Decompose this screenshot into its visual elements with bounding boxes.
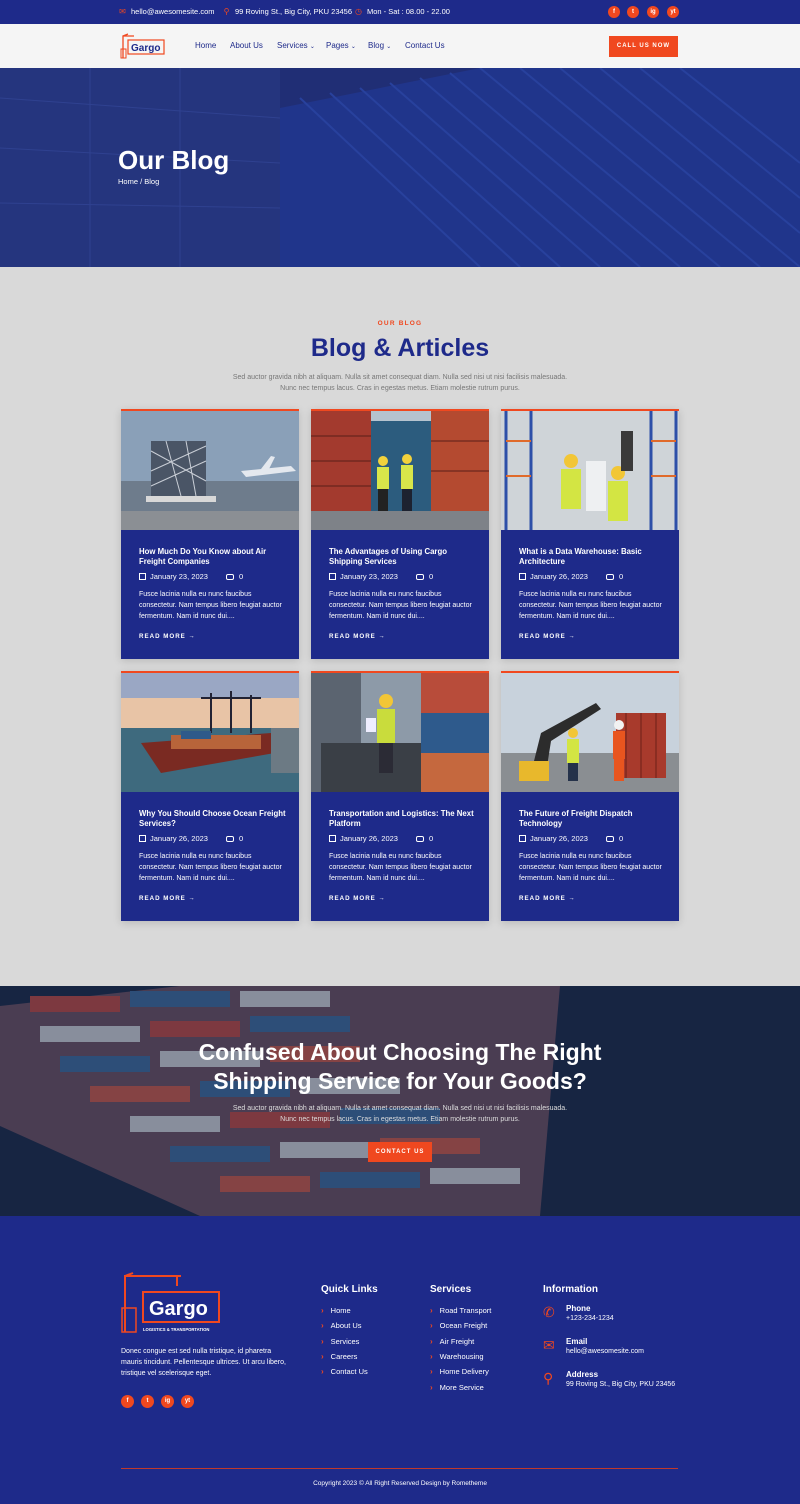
read-more-link[interactable]: READ MORE → bbox=[139, 895, 196, 902]
quick-links-list bbox=[321, 1303, 368, 1379]
quick-link-services[interactable] bbox=[321, 1334, 368, 1349]
topbar-email[interactable]: ✉ hello@awesomesite.com bbox=[119, 7, 215, 16]
chevron-down-icon: ⌄ bbox=[350, 44, 356, 50]
comment-icon bbox=[416, 836, 424, 842]
nav-pages-label: Pages bbox=[326, 41, 349, 50]
chevron-right-icon: › bbox=[430, 1321, 433, 1331]
blog-card-meta bbox=[139, 572, 243, 581]
blog-card-image[interactable] bbox=[311, 411, 489, 530]
comment-count: 0 bbox=[618, 834, 624, 843]
blog-card-meta bbox=[329, 572, 433, 581]
breadcrumb[interactable]: Home / Blog bbox=[118, 177, 160, 186]
clock-icon: ◷ bbox=[355, 7, 362, 16]
info-phone-label: Phone bbox=[566, 1304, 591, 1313]
twitter-icon[interactable]: t bbox=[627, 6, 639, 18]
chevron-right-icon: › bbox=[321, 1352, 324, 1362]
comment-count: 0 bbox=[618, 572, 624, 581]
blog-card-meta bbox=[519, 834, 623, 843]
read-more-link[interactable]: READ MORE → bbox=[519, 895, 576, 902]
chevron-right-icon: › bbox=[430, 1336, 433, 1346]
footer-facebook-icon[interactable]: f bbox=[121, 1395, 134, 1408]
call-us-button[interactable]: CALL US NOW bbox=[609, 36, 678, 57]
chevron-right-icon: › bbox=[321, 1306, 324, 1316]
read-more-link[interactable]: READ MORE → bbox=[329, 633, 386, 640]
blog-card-date: January 23, 2023 bbox=[150, 572, 208, 581]
footer-logo[interactable] bbox=[121, 1272, 221, 1334]
location-pin-icon: ⚲ bbox=[223, 7, 230, 16]
blog-card-date: January 26, 2023 bbox=[530, 572, 588, 581]
service-link-warehousing[interactable] bbox=[430, 1349, 491, 1364]
nav-contact[interactable]: Contact Us bbox=[405, 41, 445, 50]
calendar-icon bbox=[329, 573, 336, 580]
blog-card-excerpt: Fusce lacinia nulla eu nunc faucibus consectetur. Nam tempus libero feugiat auctor fermentum. Nam id nunc dui.... bbox=[519, 591, 662, 621]
blog-card[interactable] bbox=[311, 671, 489, 921]
comment-icon bbox=[226, 836, 234, 842]
comment-count: 0 bbox=[238, 572, 244, 581]
calendar-icon bbox=[519, 835, 526, 842]
info-email-label: Email bbox=[566, 1337, 588, 1346]
calendar-icon bbox=[139, 835, 146, 842]
calendar-icon bbox=[329, 835, 336, 842]
blog-card-image[interactable] bbox=[121, 411, 299, 530]
footer-youtube-icon[interactable]: yt bbox=[181, 1395, 194, 1408]
service-label: Road Transport bbox=[439, 1306, 492, 1316]
blog-card-image[interactable] bbox=[121, 673, 299, 792]
footer-logo-tagline: LOGISTICS & TRANSPORTATION bbox=[143, 1327, 210, 1332]
blog-card-image[interactable] bbox=[501, 411, 679, 530]
comment-icon bbox=[416, 574, 424, 580]
info-email[interactable] bbox=[543, 1337, 644, 1355]
quick-link-contact[interactable] bbox=[321, 1364, 368, 1379]
mail-icon: ✉ bbox=[119, 7, 126, 16]
phone-icon: ✆ bbox=[543, 1304, 555, 1320]
blog-card-comments[interactable] bbox=[226, 834, 243, 843]
cta-description bbox=[220, 1104, 580, 1125]
top-bar bbox=[0, 0, 800, 24]
blog-card-excerpt: Fusce lacinia nulla eu nunc faucibus consectetur. Nam tempus libero feugiat auctor fermentum. Nam id nunc dui.... bbox=[519, 853, 662, 883]
site-logo[interactable] bbox=[120, 33, 166, 59]
footer-divider bbox=[121, 1468, 678, 1469]
chevron-right-icon: › bbox=[321, 1336, 324, 1346]
service-label: Home Delivery bbox=[439, 1367, 489, 1377]
footer-logo-text: Gargo bbox=[149, 1298, 208, 1320]
blog-card-image[interactable] bbox=[311, 673, 489, 792]
cta-ship-image bbox=[0, 986, 800, 1216]
section-desc-line1: Sed auctor gravida nibh at aliquam. Nulla sit amet consequat diam. Nulla sed nisi ut nisi facilisis malesuada. bbox=[232, 374, 568, 381]
blog-card-date: January 26, 2023 bbox=[340, 834, 398, 843]
nav-home[interactable]: Home bbox=[195, 41, 217, 50]
comment-count: 0 bbox=[238, 834, 244, 843]
instagram-icon[interactable]: ig bbox=[647, 6, 659, 18]
blog-card-excerpt: Fusce lacinia nulla eu nunc faucibus consectetur. Nam tempus libero feugiat auctor fermentum. Nam id nunc dui.... bbox=[139, 591, 282, 621]
blog-card-excerpt: Fusce lacinia nulla eu nunc faucibus consectetur. Nam tempus libero feugiat auctor fermentum. Nam id nunc dui.... bbox=[329, 591, 472, 621]
section-label: OUR BLOG bbox=[377, 320, 423, 327]
quick-link-home[interactable] bbox=[321, 1303, 368, 1318]
blog-card-title[interactable]: The Future of Freight Dispatch Technology bbox=[519, 809, 633, 828]
cta-title-line2: Shipping Service for Your Goods? bbox=[213, 1068, 587, 1094]
blog-card-excerpt: Fusce lacinia nulla eu nunc faucibus consectetur. Nam tempus libero feugiat auctor fermentum. Nam id nunc dui.... bbox=[139, 853, 282, 883]
comment-icon bbox=[606, 836, 614, 842]
quick-link-careers[interactable] bbox=[321, 1349, 368, 1364]
service-link-ocean[interactable] bbox=[430, 1318, 491, 1333]
topbar-address: ⚲ 99 Roving St., Big City, PKU 23456 bbox=[223, 7, 353, 16]
service-link-road[interactable] bbox=[430, 1303, 491, 1318]
chevron-right-icon: › bbox=[430, 1382, 433, 1392]
blog-card[interactable] bbox=[121, 409, 299, 659]
blog-card-comments[interactable] bbox=[606, 834, 623, 843]
services-list bbox=[430, 1303, 491, 1395]
quick-link-label: Home bbox=[330, 1306, 351, 1316]
copyright-text: Copyright 2023 © All Right Reserved Design by Rometheme bbox=[313, 1480, 487, 1487]
page-title: Our Blog bbox=[118, 145, 230, 175]
service-link-home-delivery[interactable] bbox=[430, 1364, 491, 1379]
blog-card-title[interactable]: The Advantages of Using Cargo Shipping Services bbox=[329, 547, 447, 566]
comment-icon bbox=[226, 574, 234, 580]
blog-card-meta bbox=[139, 834, 243, 843]
chevron-down-icon: ⌄ bbox=[309, 44, 315, 50]
chevron-right-icon: › bbox=[321, 1321, 324, 1331]
logo-text: Gargo bbox=[131, 43, 161, 54]
blog-card-excerpt: Fusce lacinia nulla eu nunc faucibus consectetur. Nam tempus libero feugiat auctor fermentum. Nam id nunc dui.... bbox=[329, 853, 472, 883]
cta-desc-line1: Sed auctor gravida nibh at aliquam. Nulla sit amet consequat diam. Nulla sed nisi ut nisi facilisis malesuada. bbox=[232, 1105, 568, 1112]
quick-links-heading: Quick Links bbox=[321, 1284, 378, 1295]
blog-card-comments[interactable] bbox=[416, 572, 433, 581]
cta-title bbox=[100, 1038, 700, 1096]
youtube-icon[interactable]: yt bbox=[667, 6, 679, 18]
facebook-icon[interactable]: f bbox=[608, 6, 620, 18]
chevron-right-icon: › bbox=[430, 1352, 433, 1362]
blog-card-title[interactable]: Transportation and Logistics: The Next Platform bbox=[329, 809, 474, 828]
topbar-hours: ◷ Mon - Sat : 08.00 - 22.00 bbox=[355, 7, 450, 16]
service-label: More Service bbox=[439, 1382, 484, 1392]
service-link-air[interactable] bbox=[430, 1334, 491, 1349]
footer-twitter-icon[interactable]: t bbox=[141, 1395, 154, 1408]
comment-icon bbox=[606, 574, 614, 580]
service-link-more[interactable] bbox=[430, 1379, 491, 1394]
read-more-link[interactable]: READ MORE → bbox=[329, 895, 386, 902]
quick-link-label: Contact Us bbox=[330, 1367, 368, 1377]
info-address-value: 99 Roving St., Big City, PKU 23456 bbox=[566, 1381, 676, 1388]
nav-services[interactable] bbox=[277, 41, 315, 50]
service-label: Air Freight bbox=[439, 1336, 475, 1346]
quick-link-label: Careers bbox=[330, 1352, 358, 1362]
section-description bbox=[220, 373, 580, 394]
quick-link-label: About Us bbox=[330, 1321, 362, 1331]
service-label: Warehousing bbox=[439, 1352, 484, 1362]
blog-card-date: January 26, 2023 bbox=[150, 834, 208, 843]
nav-services-label: Services bbox=[277, 41, 308, 50]
blog-card-date: January 23, 2023 bbox=[340, 572, 398, 581]
nav-about[interactable]: About Us bbox=[230, 41, 263, 50]
cta-banner bbox=[0, 986, 800, 1216]
information-heading: Information bbox=[543, 1284, 598, 1295]
blog-card-meta bbox=[519, 572, 623, 581]
quick-link-label: Services bbox=[330, 1336, 360, 1346]
calendar-icon bbox=[519, 573, 526, 580]
blog-card[interactable] bbox=[311, 409, 489, 659]
footer-instagram-icon[interactable]: ig bbox=[161, 1395, 174, 1408]
blog-card-date: January 26, 2023 bbox=[530, 834, 588, 843]
blog-card-title[interactable]: How Much Do You Know about Air Freight Companies bbox=[139, 547, 267, 566]
section-desc-line2: Nunc nec tempus lacus. Cras in egestas metus. Etiam molestie rutrum purus. bbox=[280, 384, 520, 392]
chevron-right-icon: › bbox=[430, 1306, 433, 1316]
quick-link-about[interactable] bbox=[321, 1318, 368, 1333]
info-address bbox=[543, 1370, 675, 1388]
footer-description: Donec congue est sed nulla tristique, id pharetra mauris tincidunt. Pellentesque ultrices. Ut arcu libero, tristique vel scelerisque eget. bbox=[121, 1348, 286, 1377]
blog-card-comments[interactable] bbox=[606, 572, 623, 581]
blog-card[interactable] bbox=[121, 671, 299, 921]
email-icon: ✉ bbox=[543, 1337, 555, 1353]
info-email-value: hello@awesomesite.com bbox=[566, 1348, 644, 1355]
cta-desc-line2: Nunc nec tempus lacus. Cras in egestas metus. Etiam molestie rutrum purus. bbox=[280, 1115, 520, 1123]
footer bbox=[0, 1216, 800, 1504]
blog-card-meta bbox=[329, 834, 433, 843]
blog-card-comments[interactable] bbox=[226, 572, 243, 581]
cta-title-line1: Confused About Choosing The Right bbox=[198, 1039, 602, 1065]
blog-card-comments[interactable] bbox=[416, 834, 433, 843]
info-address-label: Address bbox=[566, 1370, 599, 1379]
comment-count: 0 bbox=[428, 572, 434, 581]
contact-us-button[interactable]: CONTACT US bbox=[368, 1142, 432, 1162]
nav-blog[interactable] bbox=[368, 41, 391, 50]
blog-card-title[interactable]: What is a Data Warehouse: Basic Architecture bbox=[519, 547, 642, 566]
section-title: Blog & Articles bbox=[310, 334, 490, 362]
chevron-down-icon: ⌄ bbox=[386, 44, 392, 50]
service-label: Ocean Freight bbox=[439, 1321, 488, 1331]
calendar-icon bbox=[139, 573, 146, 580]
blog-card-title[interactable]: Why You Should Choose Ocean Freight Services? bbox=[139, 809, 286, 828]
blog-card[interactable] bbox=[501, 671, 679, 921]
info-phone[interactable] bbox=[543, 1304, 614, 1322]
info-phone-value: +123-234-1234 bbox=[566, 1315, 614, 1322]
blog-card[interactable] bbox=[501, 409, 679, 659]
chevron-right-icon: › bbox=[430, 1367, 433, 1377]
nav-blog-label: Blog bbox=[368, 41, 385, 50]
read-more-link[interactable]: READ MORE → bbox=[139, 633, 196, 640]
services-heading: Services bbox=[430, 1284, 472, 1295]
chevron-right-icon: › bbox=[321, 1367, 324, 1377]
read-more-link[interactable]: READ MORE → bbox=[519, 633, 576, 640]
blog-card-image[interactable] bbox=[501, 673, 679, 792]
location-pin-icon: ⚲ bbox=[543, 1370, 554, 1386]
comment-count: 0 bbox=[428, 834, 434, 843]
nav-pages[interactable] bbox=[326, 41, 356, 50]
